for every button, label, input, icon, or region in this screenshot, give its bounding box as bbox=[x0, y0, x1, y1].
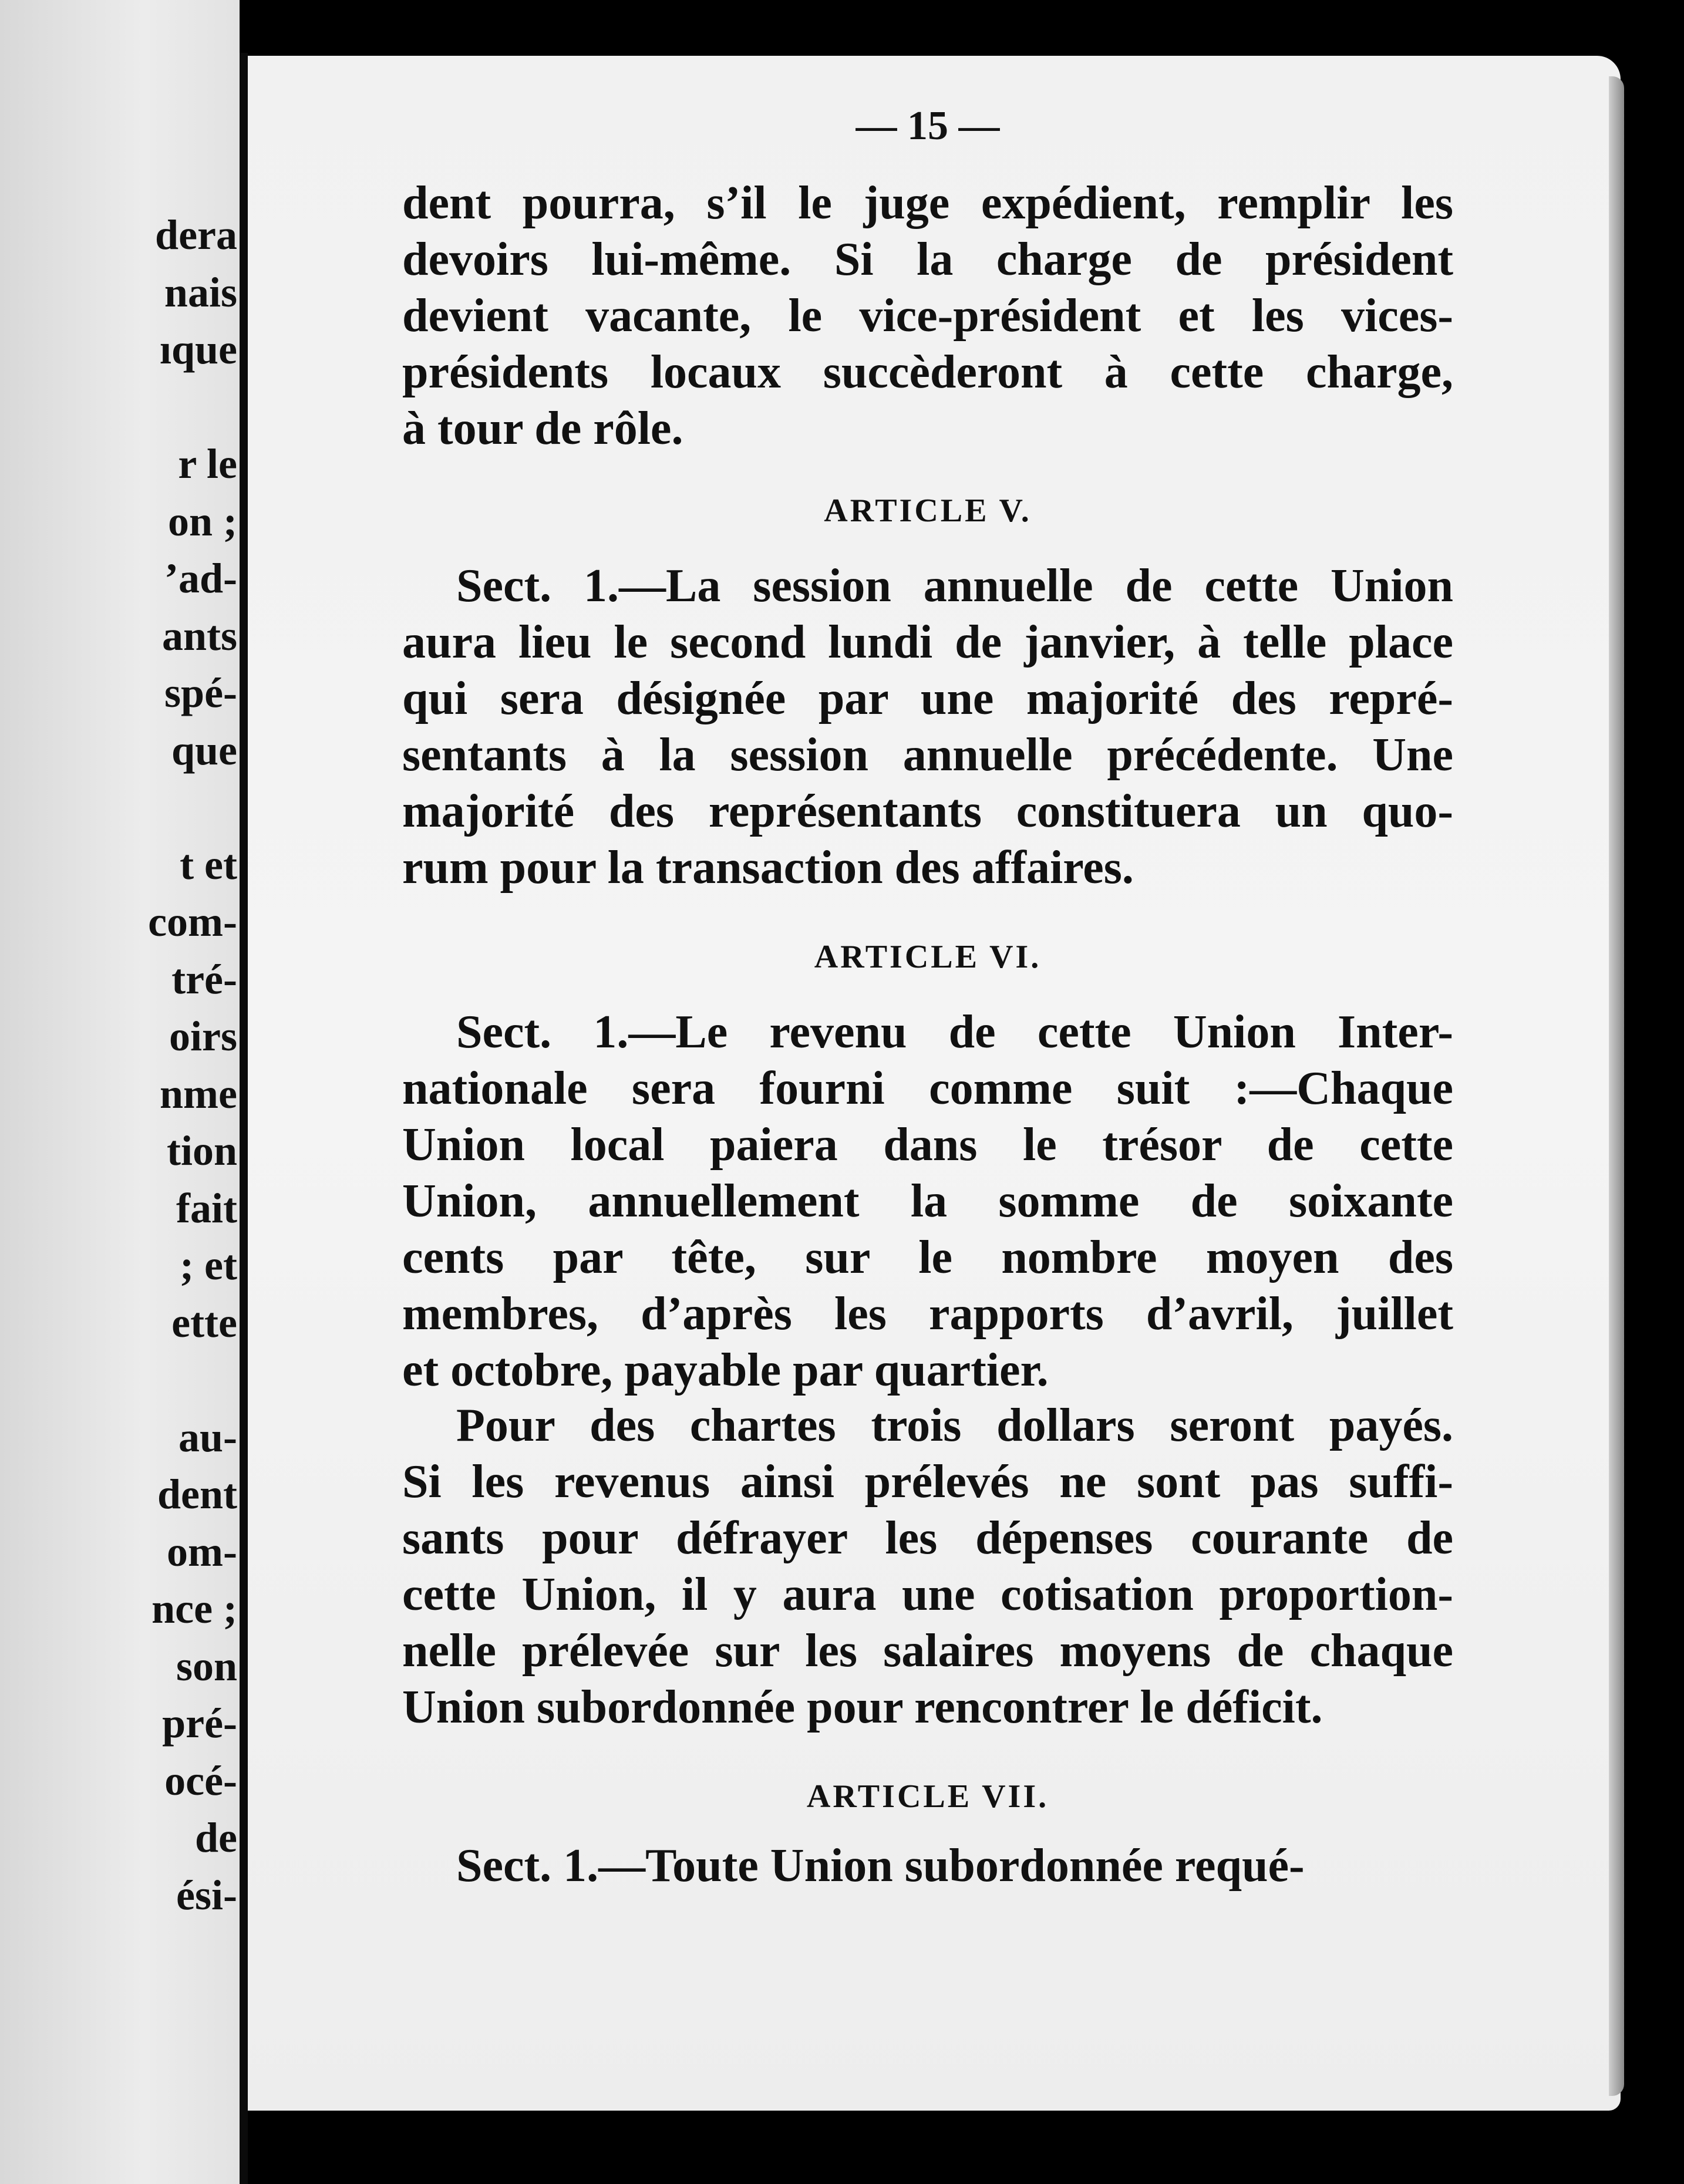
text-line: Sect. 1.—La session annuelle de cette Union bbox=[456, 560, 1453, 612]
left-page-line: on ; bbox=[167, 497, 237, 545]
left-page-line: t et bbox=[180, 841, 237, 888]
text-line: devient vacante, le vice-président et les vices- bbox=[402, 290, 1453, 342]
page-number: — 15 — bbox=[856, 103, 1000, 149]
text-line: nationale sera fourni comme suit :—Chaque bbox=[402, 1063, 1453, 1114]
text-line: Si les revenus ainsi prélevés ne sont pas suffi- bbox=[402, 1456, 1453, 1508]
left-page-line: ants bbox=[161, 612, 237, 659]
text-line: rum pour la transaction des affaires. bbox=[402, 842, 1134, 894]
left-page-line: r le bbox=[178, 440, 237, 487]
gutter-shadow bbox=[240, 53, 248, 2184]
left-page-line: ési- bbox=[176, 1871, 237, 1919]
left-page-line bbox=[0, 1351, 237, 1409]
left-page-line bbox=[0, 379, 237, 436]
text-line: nelle prélevée sur les salaires moyens de chaque bbox=[402, 1625, 1453, 1677]
text-line: Union, annuellement la somme de soixante bbox=[402, 1175, 1453, 1227]
left-page-line: dera bbox=[155, 211, 237, 258]
text-line: majorité des représentants constituera un quo- bbox=[402, 786, 1453, 837]
previous-page-fragment bbox=[0, 0, 240, 2184]
text-line: sants pour défrayer les dépenses courante de bbox=[402, 1512, 1453, 1564]
text-line: Sect. 1.—Le revenu de cette Union Inter- bbox=[456, 1006, 1453, 1058]
left-page-line: son bbox=[176, 1642, 237, 1690]
left-page-line: spé- bbox=[164, 669, 237, 716]
text-line: qui sera désignée par une majorité des repré- bbox=[402, 673, 1453, 724]
left-page-line: dent bbox=[157, 1471, 237, 1518]
text-line: Union subordonnée pour rencontrer le déficit. bbox=[402, 1681, 1323, 1733]
article-heading: ARTICLE VII. bbox=[806, 1778, 1049, 1815]
left-page-line: tré- bbox=[171, 955, 237, 1003]
left-page-line: om- bbox=[167, 1528, 237, 1575]
text-line: sentants à la session annuelle précédente. Une bbox=[402, 729, 1453, 781]
article-heading: ARTICLE VI. bbox=[814, 939, 1042, 975]
left-page-line: ; et bbox=[180, 1242, 237, 1289]
left-page-line: fait bbox=[176, 1184, 237, 1232]
text-line: Pour des chartes trois dollars seront payés. bbox=[456, 1400, 1453, 1451]
left-page-line: oirs bbox=[169, 1013, 237, 1060]
left-page-line: ette bbox=[171, 1299, 237, 1346]
left-page-line: au- bbox=[178, 1413, 237, 1461]
text-line: Sect. 1.—Toute Union subordonnée requé- bbox=[456, 1840, 1305, 1892]
left-page-line: océ- bbox=[164, 1757, 237, 1804]
left-page-line: que bbox=[171, 726, 237, 774]
text-line: dent pourra, s’il le juge expédient, remplir les bbox=[402, 177, 1453, 229]
text-line: Union local paiera dans le trésor de cette bbox=[402, 1119, 1453, 1171]
text-line: et octobre, payable par quartier. bbox=[402, 1344, 1049, 1396]
left-page-line: nce ; bbox=[151, 1585, 237, 1632]
text-line: cents par tête, sur le nombre moyen des bbox=[402, 1232, 1453, 1283]
left-page-line: com- bbox=[148, 898, 237, 945]
text-line: cette Union, il y aura une cotisation proportion- bbox=[402, 1569, 1453, 1620]
left-page-line: de bbox=[195, 1814, 237, 1861]
text-line: à tour de rôle. bbox=[402, 403, 683, 454]
text-line: membres, d’après les rapports d’avril, juillet bbox=[402, 1288, 1453, 1340]
left-page-line bbox=[0, 779, 237, 837]
text-line: aura lieu le second lundi de janvier, à telle place bbox=[402, 616, 1453, 668]
previous-page-line-endings bbox=[0, 207, 237, 1924]
left-page-line: nme bbox=[160, 1070, 237, 1117]
left-page-line: nais bbox=[164, 268, 237, 316]
text-line: présidents locaux succèderont à cette charge, bbox=[402, 346, 1453, 398]
left-page-line: tion bbox=[166, 1127, 237, 1174]
left-page-line: ’ad- bbox=[164, 555, 237, 602]
left-page-line: pré- bbox=[162, 1700, 237, 1747]
left-page-line: ıque bbox=[159, 326, 237, 373]
article-heading: ARTICLE V. bbox=[824, 493, 1032, 529]
text-line: devoirs lui-même. Si la charge de président bbox=[402, 234, 1453, 285]
page-edge bbox=[1609, 76, 1624, 2096]
